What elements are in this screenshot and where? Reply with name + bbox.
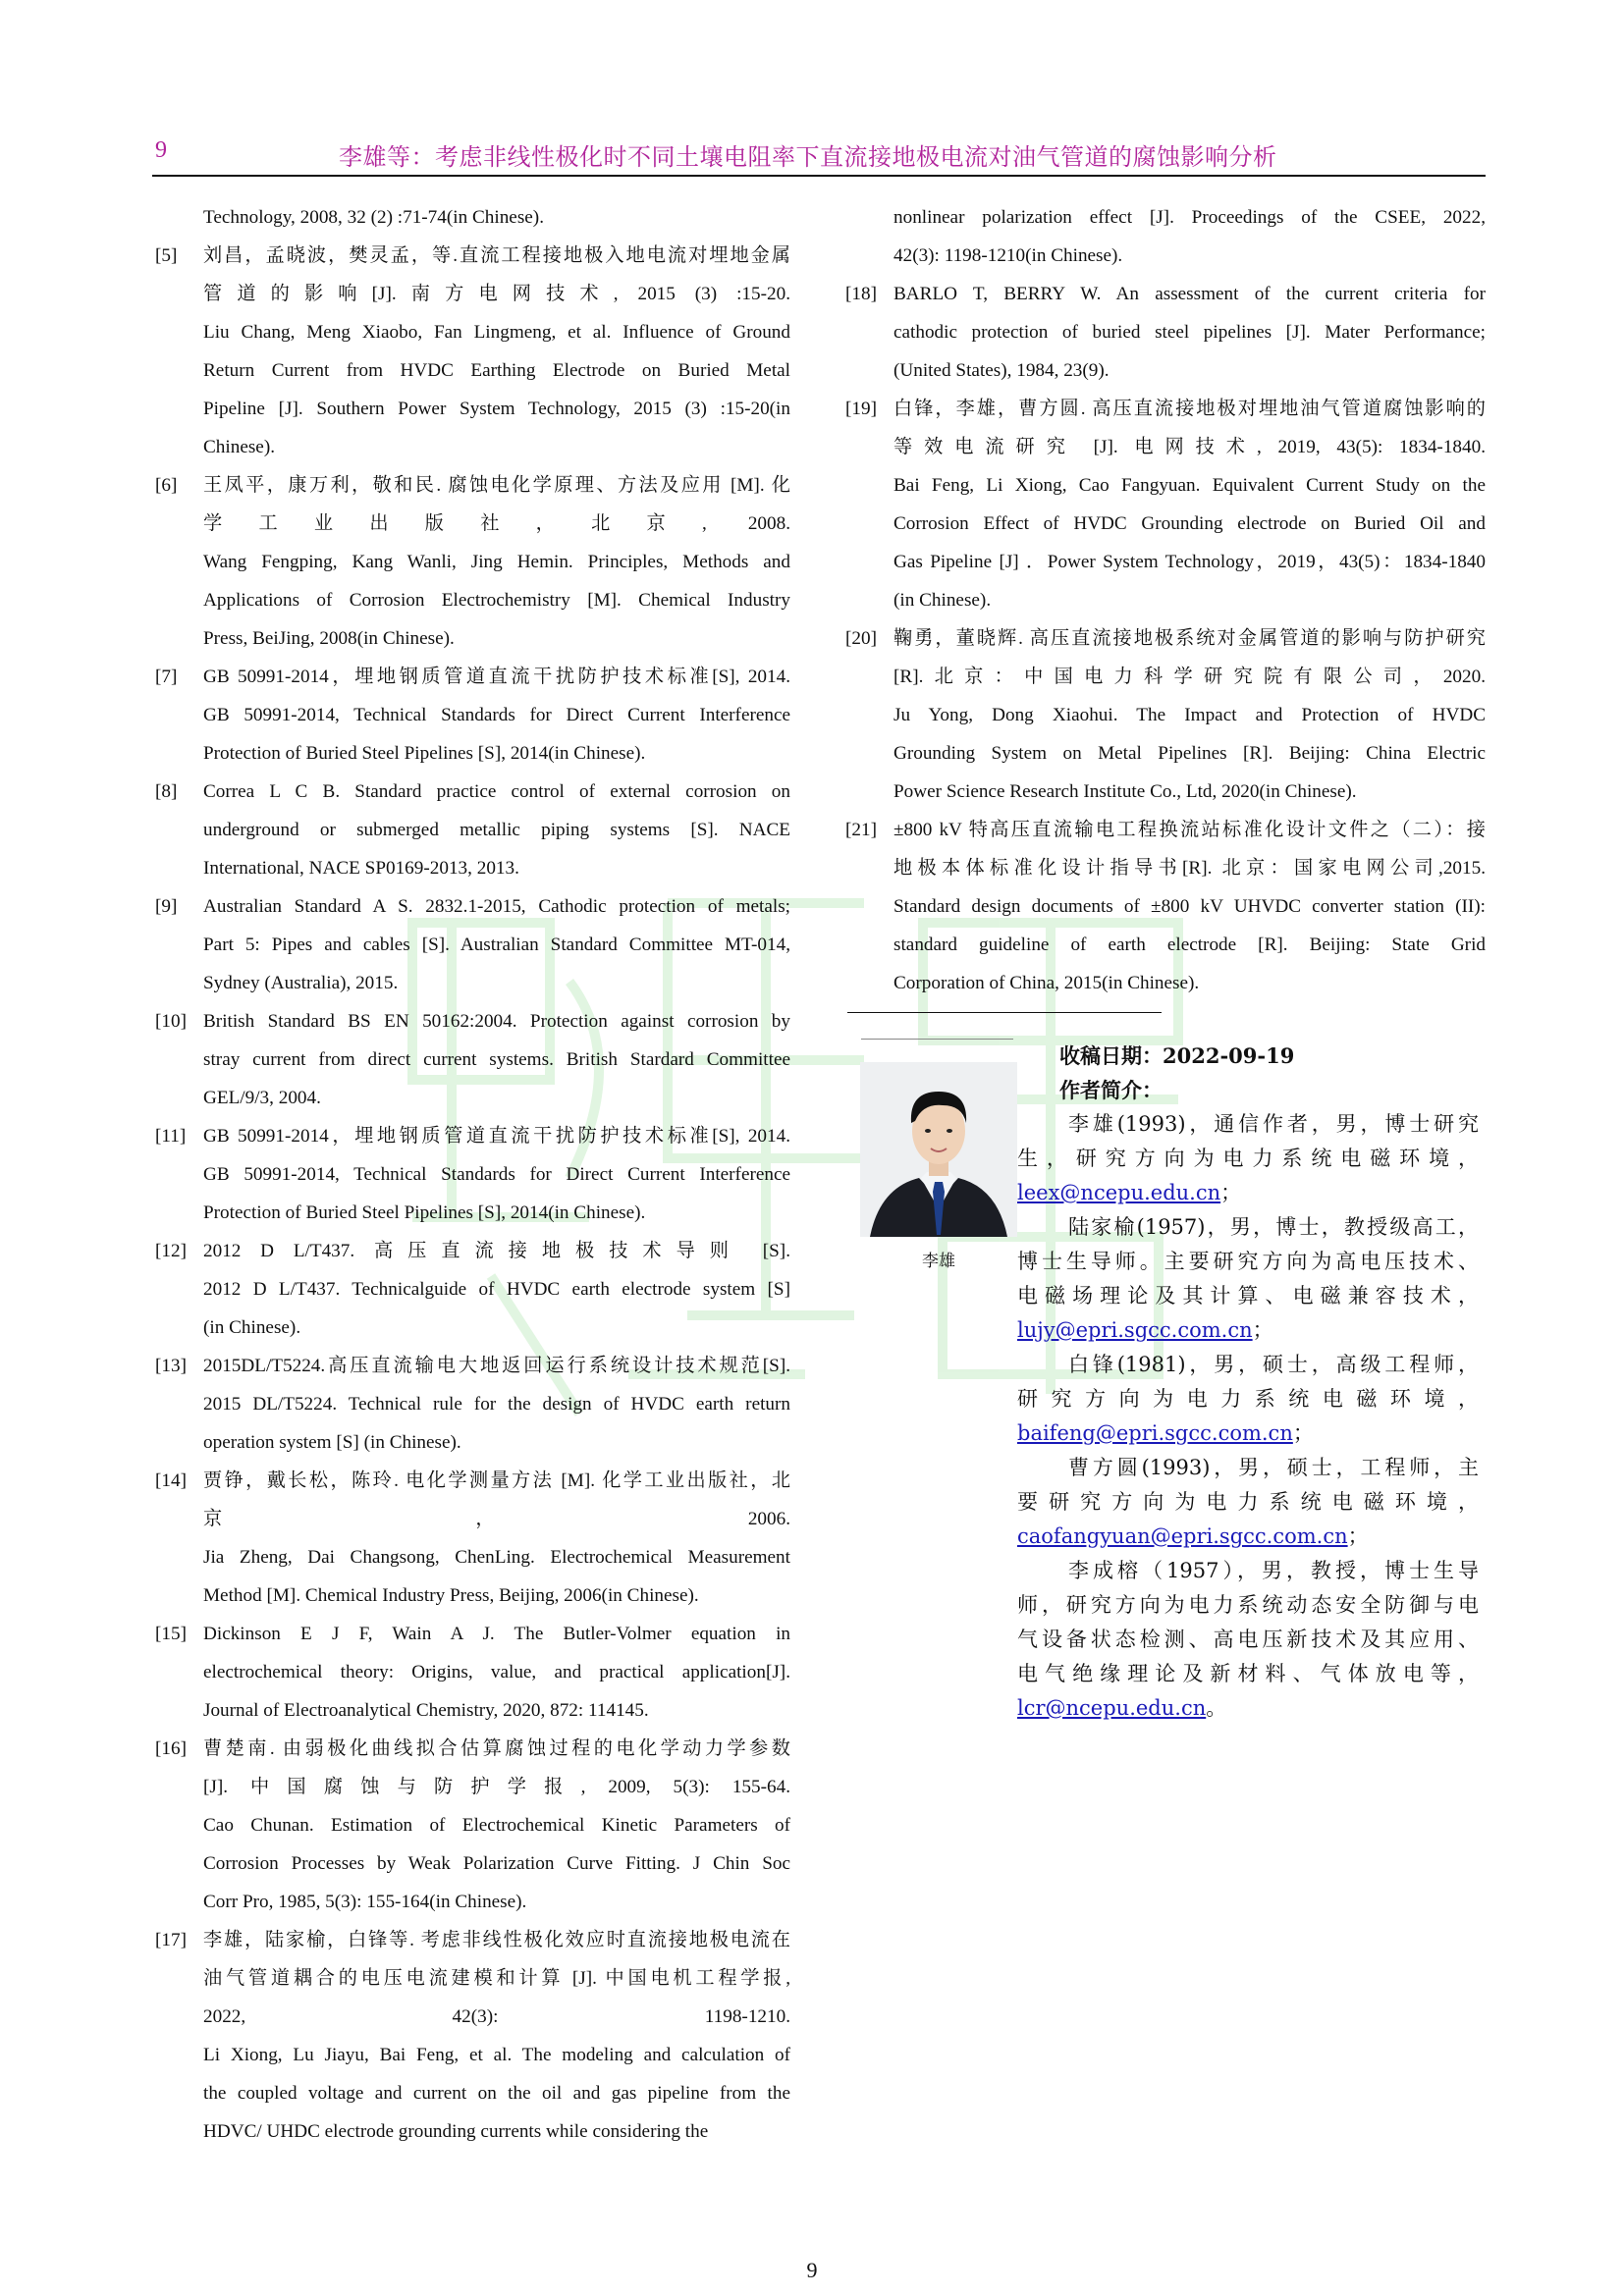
reference-entry [152,1002,790,1117]
continued-reference [842,198,1486,275]
reference-line: Protection of Buried Steel Pipelines [S], 2014(in Chinese). [203,1202,646,1223]
reference-number: [12] [155,1241,187,1261]
reference-line: 2012 D L/T437. Technicalguide of HVDC earth electrode system [S] [203,1279,790,1300]
reference-line: 曹楚南. 由弱极化曲线拟合估算腐蚀过程的电化学动力学参数 [203,1738,790,1759]
reference-line: Corrosion Effect of HVDC Grounding electrode on Buried Oil and [893,513,1486,534]
reference-number: [7] [155,667,178,687]
reference-entry [152,887,790,1002]
reference-number: [20] [845,628,877,649]
reference-entry [152,237,790,466]
reference-line: (in Chinese). [893,590,992,611]
reference-line: Power Science Research Institute Co., Ltd, 2020(in Chinese). [893,781,1357,802]
reference-line: Jia Zheng, Dai Changsong, ChenLing. Electrochemical Measurement [203,1547,790,1568]
author-email-line [1017,1691,1479,1726]
reference-line: 2022, 42(3): 1198-1210. [203,2006,790,2027]
reference-line: stray current from direct current systems. British Stardard Committee [203,1049,790,1070]
reference-line: Pipeline [J]. Southern Power System Technology, 2015 (3) :15-20(in [203,399,790,419]
reference-entry [152,773,790,887]
reference-entry [152,658,790,773]
reference-line: Part 5: Pipes and cables [S]. Australian Standard Committee MT-014, [203,934,790,955]
reference-number: [8] [155,781,178,802]
author-email-line [1017,1520,1479,1554]
author-bio-line: 气设备状态检测、高电压新技术及其应用、 [1017,1628,1479,1651]
author-bio-line: 电气绝缘理论及新材料、气体放电等， [1017,1662,1479,1685]
author-bio-line: 曹方圆(1993)，男，硕士，工程师，主 [1068,1456,1479,1479]
header-title: 李雄等：考虑非线性极化时不同土壤电阻率下直流接地极电流对油气管道的腐蚀影响分析 [339,145,1277,171]
author-email-line [1017,1176,1479,1210]
reference-line: GB 50991-2014，埋地钢质管道直流干扰防护技术标准[S], 2014. [203,667,790,687]
reference-line: 管道的影响[J].南方电网技术, 2015 (3) :15-20. [203,284,790,304]
reference-line: Technology, 2008, 32 (2) :71-74(in Chinese). [203,207,544,228]
reference-line: Corrosion Processes by Weak Polarization Curve Fitting. J Chin Soc [203,1853,790,1874]
author-bio [1017,1107,1479,1210]
reference-line: Australian Standard A S. 2832.1-2015, Cathodic protection of metals; [203,896,790,917]
reference-line: HDVC/ UHDC electrode grounding currents while considering the [203,2121,709,2142]
reference-line: 2015 DL/T5224. Technical rule for the design of HVDC earth return [203,1394,790,1415]
author-bio-line: 李雄(1993)，通信作者，男，博士研究 [1068,1112,1479,1136]
reference-line: (in Chinese). [203,1317,301,1338]
received-date: 收稿日期：2022-09-19 [1059,1043,1295,1068]
reference-list-right [842,275,1486,1002]
reference-entry [152,1232,790,1347]
reference-line: 鞠勇，董晓辉. 高压直流接地极系统对金属管道的影响与防护研究 [893,628,1486,649]
reference-line: 2012 D L/T437. 高压直流接地极技术导则 [S]. [203,1241,790,1261]
author-bio [1017,1554,1479,1726]
reference-number: [5] [155,245,178,266]
reference-line: the coupled voltage and current on the oil and gas pipeline from the [203,2083,790,2104]
reference-line: 42(3): 1198-1210(in Chinese). [893,245,1123,266]
reference-number: [15] [155,1624,187,1644]
reference-line: Dickinson E J F, Wain A J. The Butler-Volmer equation in [203,1624,790,1644]
punctuation: ； [1292,1421,1314,1445]
reference-line: Liu Chang, Meng Xiaobo, Fan Lingmeng, et al. Influence of Ground [203,322,790,343]
reference-line: Journal of Electroanalytical Chemistry, 2020, 872: 114145. [203,1700,649,1721]
reference-entry [152,1615,790,1730]
author-bio-line: 李成榕（1957），男，教授，博士生导 [1068,1559,1479,1582]
author-email-link[interactable]: caofangyuan@epri.sgcc.com.cn [1017,1524,1348,1548]
reference-line: standard guideline of earth electrode [R]. Beijing: State Grid [893,934,1486,955]
reference-line: Ju Yong, Dong Xiaohui. The Impact and Protection of HVDC [893,705,1486,725]
reference-line: underground or submerged metallic piping systems [S]. NACE [203,820,790,840]
reference-line: 地极本体标准化设计指导书[R]. 北京：国家电网公司,2015. [893,858,1486,879]
reference-number: [11] [155,1126,187,1147]
reference-entry [842,619,1486,811]
reference-line: 李雄，陆家榆，白锋等. 考虑非线性极化效应时直流接地极电流在 [203,1930,790,1950]
reference-number: [10] [155,1011,187,1032]
author-bio-list [1017,1107,1479,1726]
reference-list-left [152,237,790,2151]
header-page-number: 9 [155,137,167,163]
author-bio [1017,1451,1479,1554]
author-email-link[interactable]: lujy@epri.sgcc.com.cn [1017,1318,1253,1342]
reference-number: [17] [155,1930,187,1950]
reference-line: 学工业出版社，北京, 2008. [203,513,790,534]
reference-number: [13] [155,1356,187,1376]
author-bio [1017,1348,1479,1451]
reference-number: [21] [845,820,877,840]
running-header [152,137,1486,177]
reference-line: Method [M]. Chemical Industry Press, Beijing, 2006(in Chinese). [203,1585,699,1606]
reference-line: [J]. 中国腐蚀与防护学报, 2009, 5(3): 155-64. [203,1777,790,1797]
reference-entry [842,275,1486,390]
photo-top-rule [861,1039,1013,1040]
reference-line: Return Current from HVDC Earthing Electrode on Buried Metal [203,360,790,381]
reference-line: operation system [S] (in Chinese). [203,1432,461,1453]
reference-line: Wang Fengping, Kang Wanli, Jing Hemin. Principles, Methods and [203,552,790,572]
reference-line: Correa L C B. Standard practice control of external corrosion on [203,781,790,802]
reference-line: Press, BeiJing, 2008(in Chinese). [203,628,455,649]
reference-line: Corporation of China, 2015(in Chinese). [893,973,1200,993]
reference-line: [R].北京：中国电力科学研究院有限公司，2020. [893,667,1486,687]
reference-entry [152,1730,790,1921]
reference-number: [18] [845,284,877,304]
reference-entry [152,1347,790,1462]
punctuation: ； [1347,1524,1369,1548]
reference-line: cathodic protection of buried steel pipelines [J]. Mater Performance; [893,322,1486,343]
author-photo [860,1062,1017,1237]
reference-line: GB 50991-2014, Technical Standards for Direct Current Interference [203,1164,790,1185]
reference-line: 王凤平，康万利，敬和民. 腐蚀电化学原理、方法及应用 [M]. 化 [203,475,790,496]
reference-line: Corr Pro, 1985, 5(3): 155-164(in Chinese). [203,1892,527,1912]
reference-line: 2015DL/T5224.高压直流输电大地返回运行系统设计技术规范[S]. [203,1356,790,1376]
reference-line: GB 50991-2014, Technical Standards for Direct Current Interference [203,705,790,725]
reference-entry [152,1921,790,2151]
reference-number: [9] [155,896,178,917]
reference-line: 刘昌，孟晓波，樊灵孟，等.直流工程接地极入地电流对埋地金属 [203,245,790,266]
reference-line: 贾铮，戴长松，陈玲. 电化学测量方法 [M]. 化学工业出版社，北 [203,1470,790,1491]
reference-entry [842,811,1486,1002]
reference-line: 等效电流研究 [J]. 电网技术, 2019, 43(5): 1834-1840. [893,437,1486,457]
reference-line: 京，2006. [203,1509,790,1529]
punctuation: 。 [1206,1696,1227,1720]
reference-line: GEL/9/3, 2004. [203,1088,321,1108]
author-bio [1017,1210,1479,1348]
reference-line: (United States), 1984, 23(9). [893,360,1110,381]
author-bio-line: 研究方向为电力系统电磁环境， [1017,1387,1479,1411]
reference-number: [14] [155,1470,187,1491]
reference-line: Chinese). [203,437,276,457]
reference-entry [152,466,790,658]
author-email-link[interactable]: leex@ncepu.edu.cn [1017,1181,1221,1204]
reference-line: BARLO T, BERRY W. An assessment of the current criteria for [893,284,1486,304]
author-intro-label: 作者简介： [1059,1078,1163,1102]
reference-line: Gas Pipeline [J] ．Power System Technology，2019，43(5)：1834-1840 [893,552,1486,572]
left-column [152,198,790,2151]
continued-reference [152,198,790,237]
author-email-line [1017,1416,1479,1451]
author-email-link[interactable]: baifeng@epri.sgcc.com.cn [1017,1421,1293,1445]
reference-entry [842,390,1486,619]
reference-line: Standard design documents of ±800 kV UHVDC converter station (II): [893,896,1486,917]
reference-line: Sydney (Australia), 2015. [203,973,399,993]
reference-line: Grounding System on Metal Pipelines [R]. Beijing: China Electric [893,743,1486,764]
author-email-link[interactable]: lcr@ncepu.edu.cn [1017,1696,1207,1720]
author-bio-line: 陆家榆(1957)，男，博士，教授级高工， [1068,1215,1479,1239]
reference-line: electrochemical theory: Origins, value, and practical application[J]. [203,1662,790,1682]
author-bio-line: 电磁场理论及其计算、电磁兼容技术， [1017,1284,1479,1308]
author-bio-line: 生，研究方向为电力系统电磁环境， [1017,1147,1479,1170]
reference-line: International, NACE SP0169-2013, 2013. [203,858,519,879]
author-bio-line: 要研究方向为电力系统电磁环境， [1017,1490,1479,1514]
reference-line: Li Xiong, Lu Jiayu, Bai Feng, et al. The modeling and calculation of [203,2045,790,2065]
author-bio-line: 师，研究方向为电力系统动态安全防御与电 [1017,1593,1479,1617]
punctuation: ； [1220,1181,1242,1204]
author-email-line [1017,1313,1479,1348]
bio-separator-rule [847,1012,1162,1013]
author-bio-section [1017,1039,1479,1726]
reference-line: 白锋，李雄，曹方圆. 高压直流接地极对埋地油气管道腐蚀影响的 [893,399,1486,419]
reference-line: Protection of Buried Steel Pipelines [S], 2014(in Chinese). [203,743,646,764]
author-bio-line: 白锋(1981)，男，硕士，高级工程师， [1068,1353,1479,1376]
reference-line: nonlinear polarization effect [J]. Proceedings of the CSEE, 2022, [893,207,1486,228]
punctuation: ； [1252,1318,1273,1342]
reference-line: GB 50991-2014，埋地钢质管道直流干扰防护技术标准[S], 2014. [203,1126,790,1147]
reference-line: Bai Feng, Li Xiong, Cao Fangyuan. Equivalent Current Study on the [893,475,1486,496]
author-bio-line: 博士生导师。主要研究方向为高电压技术、 [1017,1250,1479,1273]
reference-line: Applications of Corrosion Electrochemistry [M]. Chemical Industry [203,590,790,611]
reference-line: 油气管道耦合的电压电流建模和计算 [J]. 中国电机工程学报, [203,1968,790,1989]
reference-line: ±800 kV 特高压直流输电工程换流站标准化设计文件之（二）：接 [893,820,1486,840]
right-column [842,198,1486,1002]
footer-page-number: 9 [806,2258,818,2282]
reference-number: [16] [155,1738,187,1759]
reference-entry [152,1117,790,1232]
header-rule [152,175,1486,177]
photo-caption: 李雄 [922,1252,955,1271]
reference-entry [152,1462,790,1615]
reference-number: [6] [155,475,178,496]
reference-line: British Standard BS EN 50162:2004. Protection against corrosion by [203,1011,790,1032]
reference-number: [19] [845,399,877,419]
reference-line: Cao Chunan. Estimation of Electrochemical Kinetic Parameters of [203,1815,790,1836]
